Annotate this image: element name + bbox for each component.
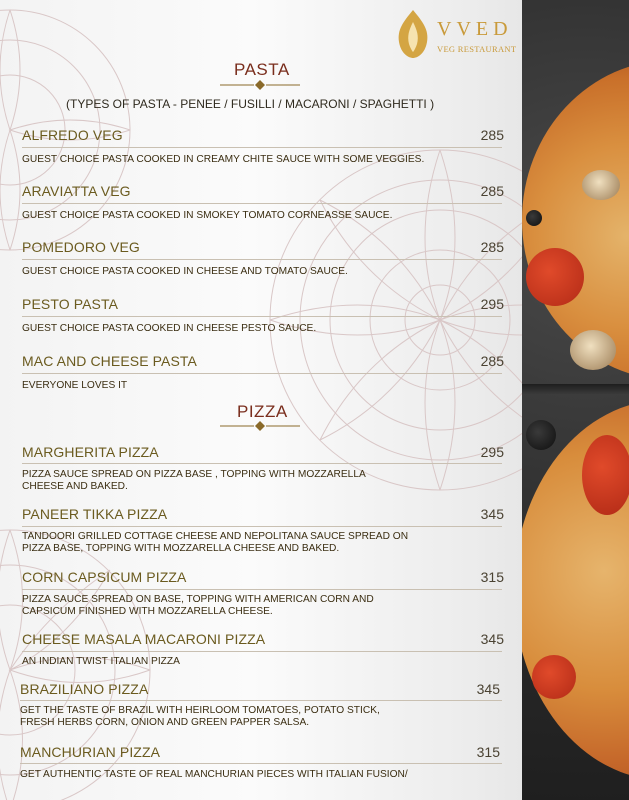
menu-item-name: ARAVIATTA VEG: [22, 183, 131, 199]
tomato-topping: [582, 435, 629, 515]
description-line: CAPSICUM FINISHED WITH MOZZARELLA CHEESE.: [22, 606, 273, 617]
menu-item-name: CORN CAPSICUM PIZZA: [22, 569, 187, 585]
photo-gap: [522, 384, 629, 394]
item-divider: [20, 700, 502, 701]
menu-item-description: GUEST CHOICE PASTA COOKED IN CREAMY CHITE SAUCE WITH SOME VEGGIES.: [22, 154, 425, 165]
menu-item-price: 295: [480, 296, 504, 312]
menu-item-price: 285: [480, 183, 504, 199]
brand-logo: [393, 8, 523, 60]
menu-item-name: MANCHURIAN PIZZA: [20, 744, 161, 760]
description-line: PIZZA SAUCE SPREAD ON BASE, TOPPING WITH AMERICAN CORN AND: [22, 594, 374, 605]
menu-item-price: 315: [476, 744, 500, 760]
menu-item-price: 285: [480, 127, 504, 143]
item-divider: [22, 259, 502, 260]
menu-item-description: [22, 531, 408, 555]
pasta-types-subtitle: (TYPES OF PASTA - PENEE / FUSILLI / MACARONI / SPAGHETTI ): [66, 97, 435, 111]
ornament-divider-icon: [220, 80, 300, 90]
item-divider: [22, 203, 502, 204]
item-divider: [22, 373, 502, 374]
menu-item-name: MAC AND CHEESE PASTA: [22, 353, 197, 369]
menu-item-price: 285: [480, 239, 504, 255]
mushroom-topping: [570, 330, 616, 370]
olive-topping: [526, 420, 556, 450]
menu-item-name: ALFREDO VEG: [22, 127, 123, 143]
item-divider: [22, 589, 502, 590]
menu-item-price: 295: [480, 444, 504, 460]
description-line: TANDOORI GRILLED COTTAGE CHEESE AND NEPOLITANA SAUCE SPREAD ON: [22, 531, 409, 542]
description-line: PIZZA BASE, TOPPING WITH MOZZARELLA CHEESE AND BAKED.: [22, 543, 340, 554]
menu-item-name: CHEESE MASALA MACARONI PIZZA: [22, 631, 266, 647]
menu-item-name: PANEER TIKKA PIZZA: [22, 506, 168, 522]
menu-item-description: GET AUTHENTIC TASTE OF REAL MANCHURIAN PIECES WITH ITALIAN FUSION/: [20, 769, 408, 780]
menu-item-price: 345: [480, 506, 504, 522]
tomato-topping: [532, 655, 576, 699]
pizza-photo: [522, 0, 629, 800]
menu-item-price: 345: [476, 681, 500, 697]
item-divider: [20, 763, 502, 764]
description-line: CHEESE AND BAKED.: [22, 481, 128, 492]
menu-item-description: [20, 705, 380, 729]
menu-item-price: 285: [480, 353, 504, 369]
tomato-topping: [526, 248, 584, 306]
item-divider: [22, 316, 502, 317]
item-divider: [22, 651, 502, 652]
pasta-section-title: PASTA: [234, 60, 290, 79]
brand-name: VVED: [437, 18, 513, 40]
brand-tagline: VEG RESTAURANT: [437, 44, 517, 54]
menu-item-name: BRAZILIANO PIZZA: [20, 681, 149, 697]
menu-item-description: AN INDIAN TWIST ITALIAN PIZZA: [22, 656, 180, 667]
menu-item-description: GUEST CHOICE PASTA COOKED IN SMOKEY TOMATO CORNEASSE SAUCE.: [22, 210, 393, 221]
olive-topping: [526, 210, 542, 226]
menu-item-description: [22, 594, 374, 618]
description-line: PIZZA SAUCE SPREAD ON PIZZA BASE , TOPPING WITH MOZZARELLA: [22, 469, 366, 480]
item-divider: [22, 526, 502, 527]
mushroom-topping: [582, 170, 620, 200]
menu-item-price: 345: [480, 631, 504, 647]
pizza-section-title: PIZZA: [237, 402, 288, 421]
item-divider: [22, 147, 502, 148]
menu-item-description: GUEST CHOICE PASTA COOKED IN CHEESE PESTO SAUCE.: [22, 323, 317, 334]
menu-item-description: EVERYONE LOVES IT: [22, 380, 128, 391]
description-line: FRESH HERBS CORN, ONION AND GREEN PAPPER SALSA.: [20, 717, 310, 728]
description-line: GET THE TASTE OF BRAZIL WITH HEIRLOOM TOMATOES, POTATO STICK,: [20, 705, 380, 716]
menu-item-name: POMEDORO VEG: [22, 239, 140, 255]
item-divider: [22, 463, 502, 464]
menu-item-name: MARGHERITA PIZZA: [22, 444, 159, 460]
menu-item-name: PESTO PASTA: [22, 296, 119, 312]
menu-item-description: GUEST CHOICE PASTA COOKED IN CHEESE AND TOMATO SAUCE.: [22, 266, 348, 277]
menu-item-price: 315: [480, 569, 504, 585]
flame-logo-icon: [393, 8, 433, 60]
menu-item-description: [22, 469, 366, 493]
ornament-divider-icon: [220, 421, 300, 431]
